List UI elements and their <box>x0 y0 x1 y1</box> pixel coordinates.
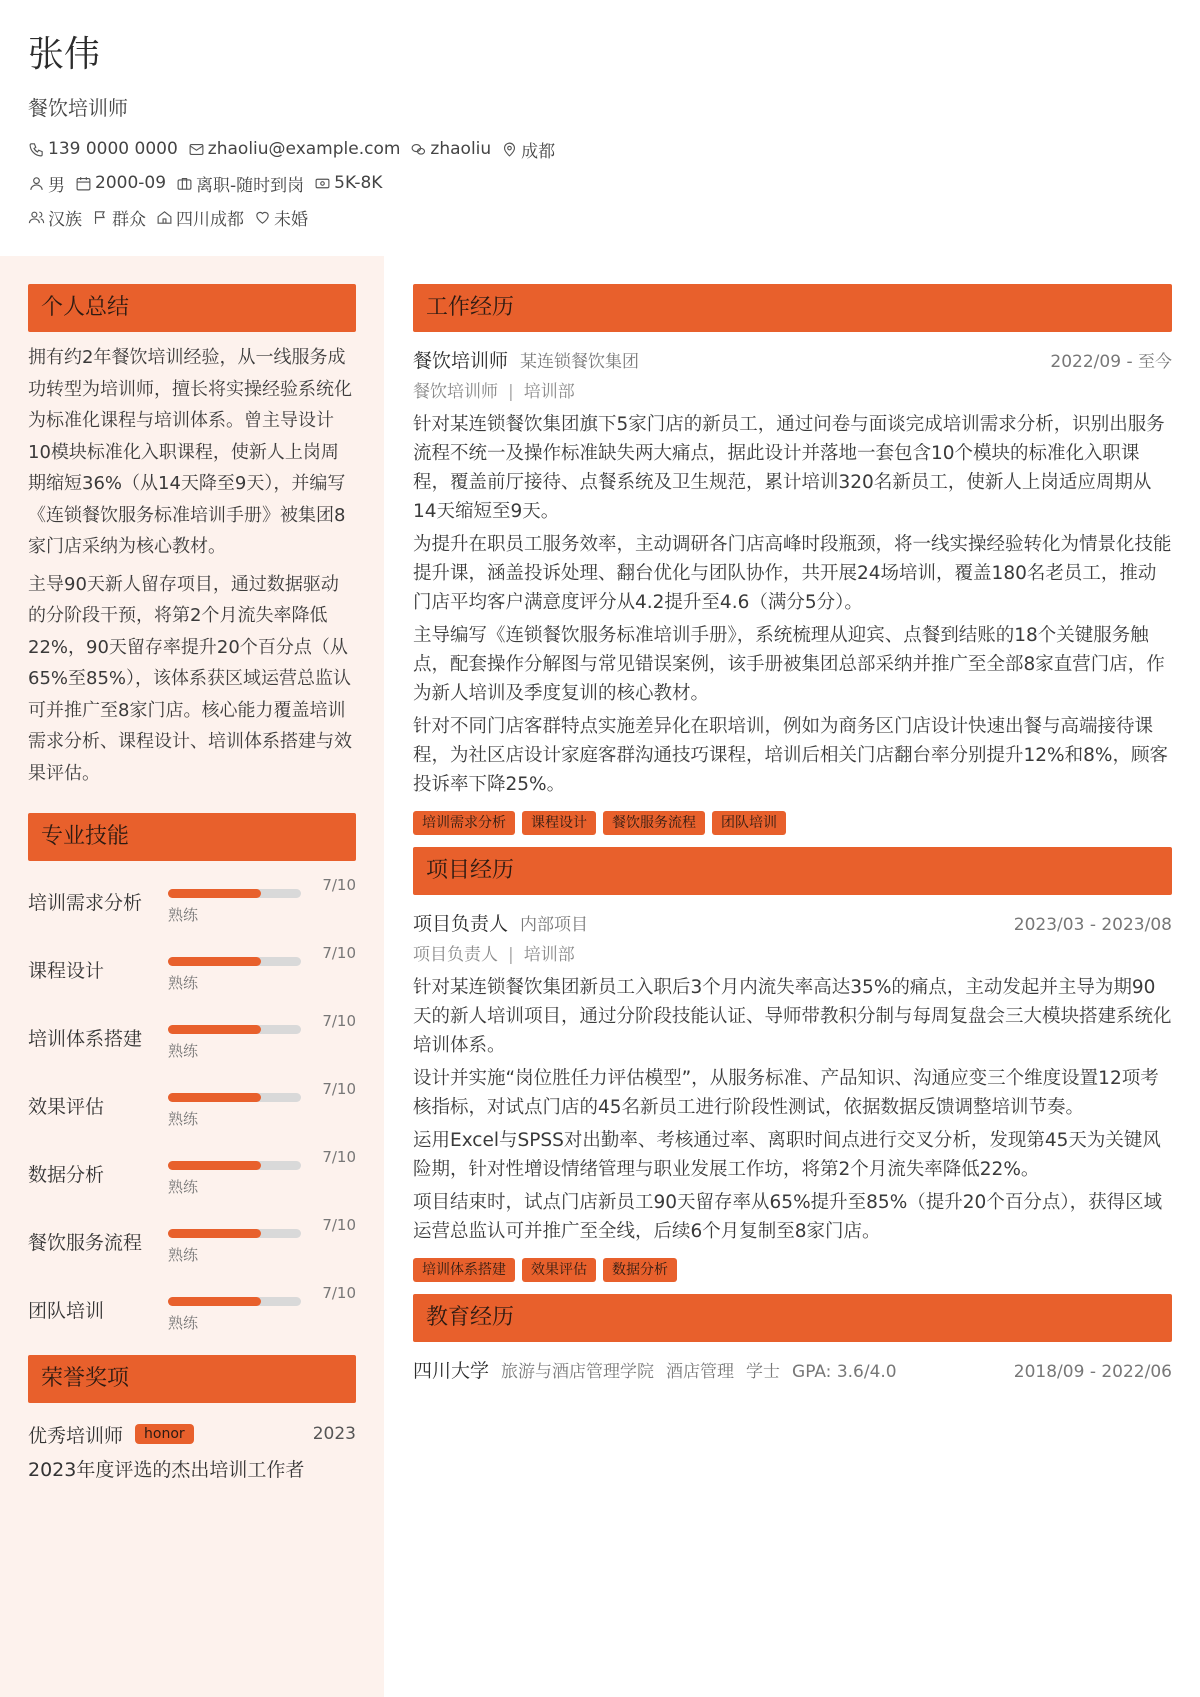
work-department: 培训部 <box>523 382 575 402</box>
skill-bar-fill <box>168 1025 261 1034</box>
flag-icon <box>92 209 109 226</box>
skill-row <box>28 1071 356 1139</box>
wechat-icon <box>410 141 427 158</box>
skill-score: 7/10 <box>322 1012 356 1030</box>
wechat-item <box>410 139 491 159</box>
honor-year: 2023 <box>312 1424 356 1444</box>
skill-meter <box>168 876 356 926</box>
birth-item <box>75 173 166 193</box>
skill-score: 7/10 <box>322 944 356 962</box>
project-tags <box>413 1258 1172 1282</box>
skill-name: 培训体系搭建 <box>28 1027 143 1050</box>
project-paragraph: 项目结束时，试点门店新员工90天留存率从65%提升至85%（提升20个百分点），获得区域运营总监认可并推广至全线，后续6个月复制至8家门店。 <box>413 1192 1163 1242</box>
work-description <box>413 410 1172 799</box>
location-item <box>501 137 555 162</box>
honor-item <box>28 1417 356 1482</box>
skill-bar-track <box>168 1161 301 1170</box>
status-item <box>176 171 304 196</box>
work-company: 某连锁餐饮集团 <box>520 352 640 372</box>
project-paragraph: 设计并实施“岗位胜任力评估模型”，从服务标准、产品知识、沟通应变三个维度设置12项考核指标，对试点门店的45名新员工进行阶段性测试，依据数据反馈调整培训节奏。 <box>413 1068 1159 1118</box>
political-item <box>92 205 146 230</box>
skill-bar-track <box>168 957 301 966</box>
project-entry-header <box>413 909 1172 939</box>
ethnicity-item <box>28 205 82 230</box>
skill-meter <box>168 1012 356 1062</box>
skill-bar-fill <box>168 1297 261 1306</box>
skill-bar-track <box>168 1297 301 1306</box>
skill-bar-fill <box>168 1229 261 1238</box>
gender-item <box>28 171 65 196</box>
status-text: 离职-随时到岗 <box>196 175 305 196</box>
education-date: 2018/09 - 2022/06 <box>1013 1362 1172 1382</box>
skill-level: 熟练 <box>168 906 199 924</box>
calendar-icon <box>75 175 92 192</box>
college-name: 旅游与酒店管理学院 <box>501 1362 655 1382</box>
honors-heading: 荣誉奖项 <box>28 1355 356 1403</box>
work-paragraph: 为提升在职员工服务效率，主动调研各门店高峰时段瓶颈，将一线实操经验转化为情景化技能提升课，涵盖投诉处理、翻台优化与团队协作，共开展24场培训，覆盖180名老员工，推动门店平均客户满意度评分从4.2提升至4.6（满分5分）。 <box>413 534 1172 613</box>
project-tag: 培训体系搭建 <box>413 1258 515 1282</box>
home-icon <box>156 209 173 226</box>
work-date: 2022/09 - 至今 <box>1050 352 1172 372</box>
work-paragraph: 针对某连锁餐饮集团旗下5家门店的新员工，通过问卷与面谈完成培训需求分析，识别出服务流程不统一及操作标准缺失两大痛点，据此设计并落地一套包含10个模块的标准化入职课程，覆盖前厅接待、点餐系统及卫生规范，累计培训320名新员工，使新人上岗适应周期从14天缩短至9天。 <box>413 414 1165 522</box>
project-paragraph: 针对某连锁餐饮集团新员工入职后3个月内流失率高达35%的痛点，主动发起并主导为期90天的新人培训项目，通过分阶段技能认证、导师带教积分制与每周复盘会三大模块搭建系统化培训体系。 <box>413 977 1172 1056</box>
work-paragraph: 针对不同门店客群特点实施差异化在职培训，例如为商务区门店设计快速出餐与高端接待课程，为社区店设计家庭客群沟通技巧课程，培训后相关门店翻台率分别提升12%和8%，顾客投诉率下降25%。 <box>413 716 1168 795</box>
skill-bar-track <box>168 889 301 898</box>
skill-meter <box>168 1080 356 1130</box>
skill-row <box>28 935 356 1003</box>
birth-text: 2000-09 <box>95 173 167 193</box>
ethnicity-text: 汉族 <box>48 209 82 230</box>
skill-name: 效果评估 <box>28 1095 105 1118</box>
summary-section <box>28 342 356 789</box>
honor-tag: honor <box>135 1424 194 1444</box>
contact-row <box>28 136 1172 162</box>
map-pin-icon <box>501 141 518 158</box>
candidate-title: 餐饮培训师 <box>28 96 128 120</box>
skill-name: 餐饮服务流程 <box>28 1231 143 1254</box>
skills-heading: 专业技能 <box>28 813 356 861</box>
briefcase-icon <box>176 175 193 192</box>
skill-meter <box>168 1284 356 1334</box>
marital-item <box>254 205 308 230</box>
users-icon <box>28 209 45 226</box>
work-role: 餐饮培训师 <box>413 350 509 372</box>
school-name: 四川大学 <box>413 1360 490 1382</box>
personal-row <box>28 170 1172 196</box>
work-paragraph: 主导编写《连锁餐饮服务标准培训手册》，系统梳理从迎宾、点餐到结账的18个关键服务触点，配套操作分解图与常见错误案例，该手册被集团总部采纳并推广至全部8家直营门店，作为新人培训及季度复训的核心教材。 <box>413 625 1165 704</box>
skill-row <box>28 1003 356 1071</box>
user-icon <box>28 175 45 192</box>
work-heading: 工作经历 <box>413 284 1172 332</box>
marital-text: 未婚 <box>274 209 308 230</box>
skill-score: 7/10 <box>322 1080 356 1098</box>
skill-meter <box>168 944 356 994</box>
salary-text: 5K-8K <box>334 173 383 193</box>
honor-description: 2023年度评选的杰出培训工作者 <box>28 1459 305 1481</box>
phone-icon <box>28 141 45 158</box>
skill-row <box>28 1139 356 1207</box>
work-tag: 团队培训 <box>712 811 786 835</box>
skill-bar-track <box>168 1093 301 1102</box>
skill-row <box>28 1275 356 1343</box>
project-tag: 数据分析 <box>603 1258 677 1282</box>
skills-list <box>28 867 356 1343</box>
hometown-text: 四川成都 <box>176 209 244 230</box>
skill-level: 熟练 <box>168 1314 199 1332</box>
separator: | <box>508 945 514 965</box>
skill-score: 7/10 <box>322 1284 356 1302</box>
project-date: 2023/03 - 2023/08 <box>1013 915 1172 935</box>
hometown-item <box>156 205 244 230</box>
summary-heading: 个人总结 <box>28 284 356 332</box>
project-type: 内部项目 <box>520 915 589 935</box>
skill-score: 7/10 <box>322 876 356 894</box>
summary-paragraph: 主导90天新人留存项目，通过数据驱动的分阶段干预，将第2个月流失率降低22%，90天留存率提升20个百分点（从65%至85%），该体系获区域运营总监认可并推广至8家门店。核心能力覆盖培训需求分析、课程设计、培训体系搭建与效果评估。 <box>28 573 352 784</box>
wechat-text: zhaoliu <box>430 139 492 159</box>
resume-header <box>28 30 1172 230</box>
skill-score: 7/10 <box>322 1216 356 1234</box>
skill-meter <box>168 1216 356 1266</box>
skill-meter <box>168 1148 356 1198</box>
skill-score: 7/10 <box>322 1148 356 1166</box>
skill-name: 培训需求分析 <box>28 891 143 914</box>
phone-item <box>28 139 178 159</box>
skill-level: 熟练 <box>168 1110 199 1128</box>
skill-row <box>28 867 356 935</box>
skill-name: 数据分析 <box>28 1163 105 1186</box>
gender-text: 男 <box>48 175 65 196</box>
skill-bar-fill <box>168 1093 261 1102</box>
summary-paragraph: 拥有约2年餐饮培训经验，从一线服务成功转型为培训师，擅长将实操经验系统化为标准化课程与培训体系。曾主导设计10模块标准化入职课程，使新人上岗周期缩短36%（从14天降至9天），并编写《连锁餐饮服务标准培训手册》被集团8家门店采纳为核心教材。 <box>28 347 352 557</box>
skill-level: 熟练 <box>168 974 199 992</box>
project-heading: 项目经历 <box>413 847 1172 895</box>
skill-level: 熟练 <box>168 1042 199 1060</box>
honor-row <box>28 1417 356 1451</box>
project-paragraph: 运用Excel与SPSS对出勤率、考核通过率、离职时间点进行交叉分析，发现第45天为关键风险期，针对性增设情绪管理与职业发展工作坊，将第2个月流失率降低22%。 <box>413 1130 1161 1180</box>
left-column <box>28 284 356 1482</box>
salary-item <box>314 173 382 193</box>
skill-row <box>28 1207 356 1275</box>
work-tag: 课程设计 <box>522 811 596 835</box>
mail-icon <box>188 141 205 158</box>
project-description <box>413 973 1172 1246</box>
separator: | <box>508 382 514 402</box>
work-entry-header <box>413 346 1172 376</box>
project-tag: 效果评估 <box>522 1258 596 1282</box>
major-name: 酒店管理 <box>666 1362 735 1382</box>
work-tags <box>413 811 1172 835</box>
candidate-name: 张伟 <box>28 34 101 75</box>
work-tag: 餐饮服务流程 <box>603 811 705 835</box>
gpa: GPA: 3.6/4.0 <box>792 1362 897 1382</box>
skill-level: 熟练 <box>168 1178 199 1196</box>
political-text: 群众 <box>112 209 146 230</box>
phone-text: 139 0000 0000 <box>48 139 178 159</box>
skill-bar-fill <box>168 1161 261 1170</box>
skill-bar-track <box>168 1229 301 1238</box>
project-sub-role: 项目负责人 <box>413 945 498 965</box>
email-item <box>188 139 401 159</box>
honor-name: 优秀培训师 <box>28 1424 124 1447</box>
location-text: 成都 <box>521 141 556 162</box>
work-sub-role: 餐饮培训师 <box>413 382 498 402</box>
work-tag: 培训需求分析 <box>413 811 515 835</box>
email-text: zhaoliu@example.com <box>207 139 401 159</box>
project-subtitle <box>413 941 1172 969</box>
skill-name: 团队培训 <box>28 1299 105 1322</box>
degree: 学士 <box>746 1362 781 1382</box>
money-icon <box>314 175 331 192</box>
education-entry <box>413 1356 1172 1383</box>
heart-icon <box>254 209 271 226</box>
project-role: 项目负责人 <box>413 913 509 935</box>
right-column <box>413 284 1172 1383</box>
skill-level: 熟练 <box>168 1246 199 1264</box>
work-subtitle <box>413 378 1172 406</box>
background-row <box>28 204 1172 230</box>
skill-name: 课程设计 <box>28 959 105 982</box>
skill-bar-track <box>168 1025 301 1034</box>
project-department: 培训部 <box>523 945 575 965</box>
skill-bar-fill <box>168 957 261 966</box>
skill-bar-fill <box>168 889 261 898</box>
education-heading: 教育经历 <box>413 1294 1172 1342</box>
